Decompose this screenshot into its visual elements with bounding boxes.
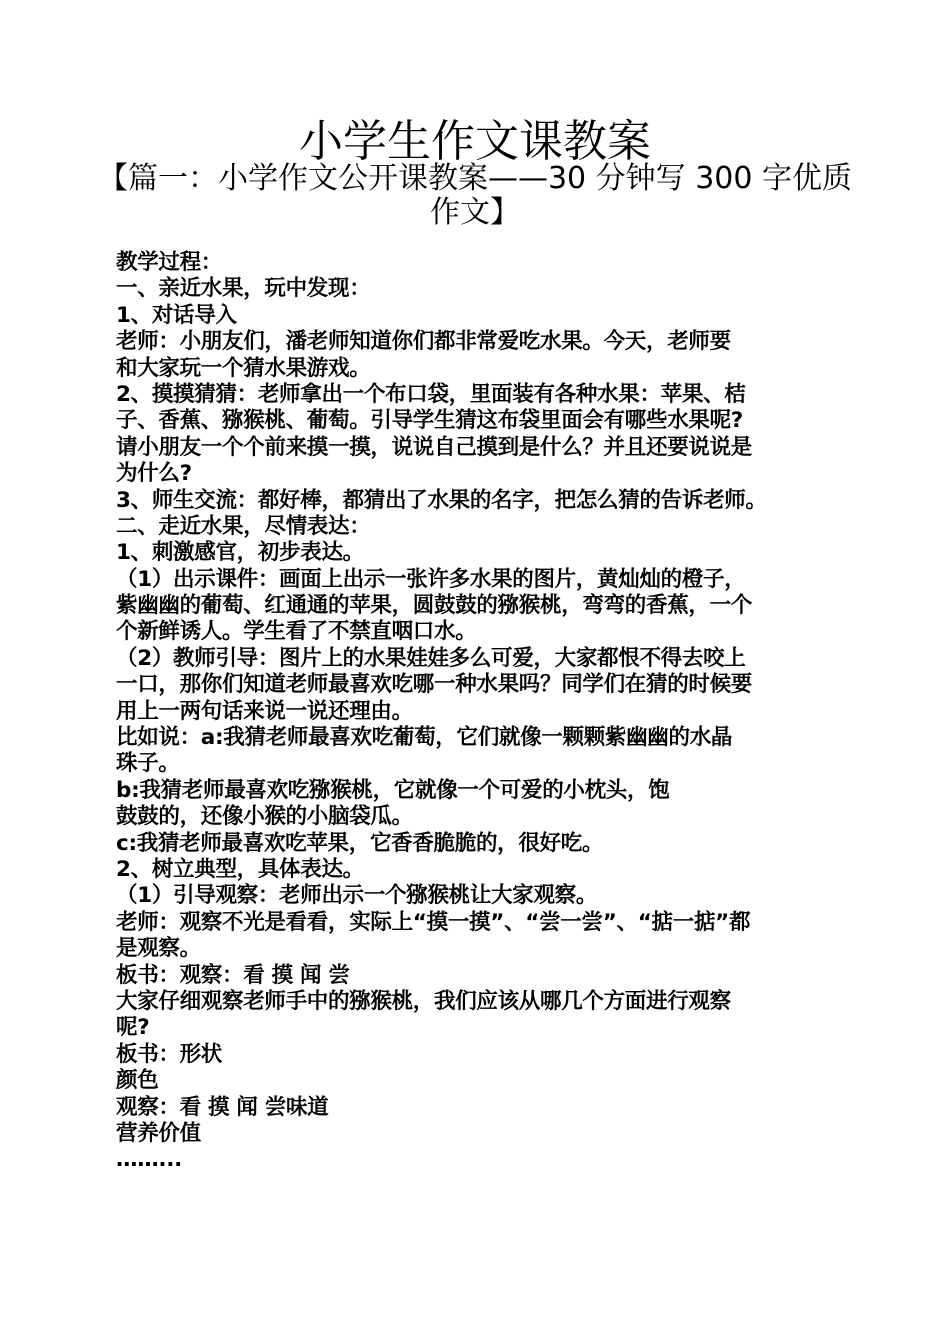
- body-line: ……...: [116, 1147, 183, 1173]
- body-line: 观察：看 摸 闻 尝味道: [116, 1094, 329, 1120]
- body-line: 鼓鼓的，还像小猴的小脑袋瓜。: [116, 804, 413, 830]
- body-line: 二、走近水果，尽情表达：: [116, 513, 371, 539]
- body-line: （1）引导观察：老师出示一个猕猴桃让大家观察。: [116, 883, 598, 909]
- lesson-body: [116, 250, 844, 1174]
- body-line: 为什么?: [116, 461, 192, 487]
- body-line: 个新鲜诱人。学生看了不禁直咽口水。: [116, 619, 477, 645]
- body-line: 用上一两句话来说一说还理由。: [116, 698, 413, 724]
- document-subtitle: [60, 162, 890, 230]
- body-line: 一口，那你们知道老师最喜欢吃哪一种水果吗？同学们在猜的时候要: [116, 672, 753, 698]
- body-line: （1）出示课件：画面上出示一张许多水果的图片，黄灿灿的橙子，: [116, 566, 746, 592]
- body-line: 营养价值: [116, 1120, 201, 1146]
- body-line: 老师：小朋友们，潘老师知道你们都非常爱吃水果。今天，老师要: [116, 329, 731, 355]
- body-line: c:我猜老师最喜欢吃苹果，它香香脆脆的，很好吃。: [116, 830, 604, 856]
- body-line: 比如说：a:我猜老师最喜欢吃葡萄，它们就像一颗颗紫幽幽的水晶: [116, 725, 733, 751]
- body-line: （2）教师引导：图片上的水果娃娃多么可爱，大家都恨不得去咬上: [116, 645, 746, 671]
- body-line: 大家仔细观察老师手中的猕猴桃，我们应该从哪几个方面进行观察: [116, 988, 731, 1014]
- body-line: 老师：观察不光是看看，实际上“摸一摸”、“尝一尝”、“掂一掂”都: [116, 909, 751, 935]
- body-line: 珠子。: [116, 751, 180, 777]
- body-line: 教学过程：: [116, 250, 223, 275]
- body-line: 是观察。: [116, 936, 201, 962]
- body-line: 板书：形状: [116, 1041, 223, 1067]
- body-line: 1、刺激感官，初步表达。: [116, 540, 364, 566]
- subtitle-line-2: 作文】: [430, 195, 520, 230]
- document-title: 小学生作文课教案: [299, 116, 651, 167]
- body-line: b:我猜老师最喜欢吃猕猴桃，它就像一个可爱的小枕头，饱: [116, 777, 670, 803]
- body-line: 子、香蕉、猕猴桃、葡萄。引导学生猜这布袋里面会有哪些水果呢?: [116, 408, 743, 434]
- subtitle-line-1: 【篇一：小学作文公开课教案——30 分钟写 300 字优质: [97, 161, 853, 196]
- body-line: 2、摸摸猜猜：老师拿出一个布口袋，里面装有各种水果：苹果、桔: [116, 381, 746, 407]
- body-line: 呢?: [116, 1015, 150, 1041]
- body-line: 2、树立典型，具体表达。: [116, 856, 364, 882]
- body-line: 1、对话导入: [116, 302, 237, 328]
- body-line: 一、亲近水果，玩中发现：: [116, 276, 371, 302]
- body-line: 紫幽幽的葡萄、红通通的苹果，圆鼓鼓的猕猴桃，弯弯的香蕉，一个: [116, 593, 753, 619]
- body-line: 请小朋友一个个前来摸一摸，说说自己摸到是什么？并且还要说说是: [116, 434, 753, 460]
- body-line: 颜色: [116, 1068, 159, 1094]
- body-line: 和大家玩一个猜水果游戏。: [116, 355, 371, 381]
- body-line: 板书：观察：看 摸 闻 尝: [116, 962, 350, 988]
- body-line: 3、师生交流：都好棒，都猜出了水果的名字，把怎么猜的告诉老师。: [116, 487, 767, 513]
